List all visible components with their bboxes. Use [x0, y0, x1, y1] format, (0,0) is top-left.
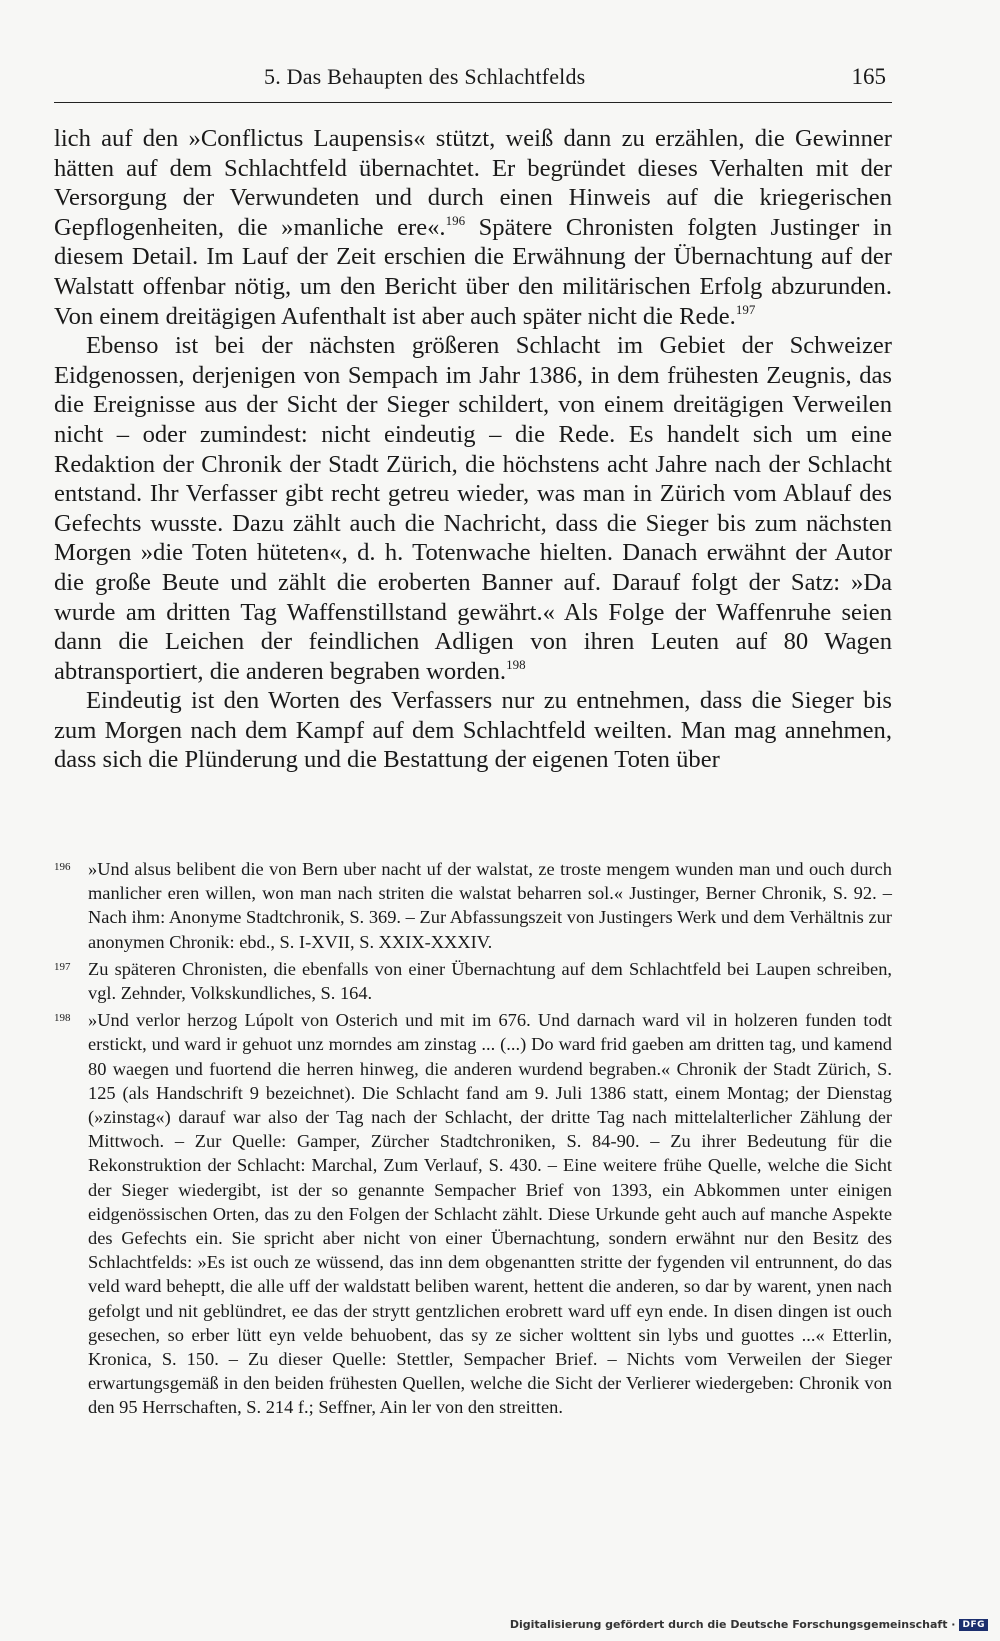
chapter-title: 5. Das Behaupten des Schlachtfelds — [264, 64, 586, 89]
credit-text: Digitalisierung gefördert durch die Deutsche Forschungsgemeinschaft · — [509, 1618, 956, 1631]
footnote-197 — [54, 957, 892, 1005]
dfg-logo: DFG — [959, 1619, 988, 1631]
footnote-ref-196[interactable]: 196 — [445, 212, 466, 228]
paragraph-3: Eindeutig ist den Worten des Verfassers nur zu entnehmen, dass die Sieger bis zum Morgen nach dem Kampf auf dem Schlachtfeld weilten. Man mag annehmen, dass sich die Plünderung und die Bestattung der eigenen Toten über — [54, 687, 892, 774]
footnote-number: 198 — [54, 1012, 71, 1025]
footnote-ref-197[interactable]: 197 — [735, 301, 756, 317]
footnote-text: »Und alsus belibent die von Bern uber nacht uf der walstat, ze troste mengem wunden man und ouch durch manlicher eren willen, won man nach striten die walstat beharren sol.« Justinger, Berner Chronik, S. 92. – Nach ihm: Anonyme Stadtchronik, S. 369. – Zur Abfassungszeit von Justingers Werk und dem Verhältnis zur anonymen Chronik: ebd., S. I-XVII, S. XXIX-XXXIV. — [88, 859, 892, 952]
paragraph-2-text: Ebenso ist bei der nächsten größeren Schlacht im Gebiet der Schweizer Eidgenossen, derjenigen von Sempach im Jahr 1386, in dem frühesten Zeugnis, das die Ereignisse aus der Sicht der Sieger schildert, von einem dreitägigen Verweilen nicht – oder zumindest: nicht eindeutig – die Rede. Es handelt sich um eine Redaktion der Chronik der Stadt Zürich, die höchstens acht Jahre nach der Schlacht entstand. Ihr Verfasser gibt recht getreu wieder, was man in Zürich vom Ablauf des Gefechts wusste. Dazu zählt auch die Nachricht, dass die Sieger bis zum nächsten Morgen »die Toten hüteten«, d. h. Totenwache hielten. Danach erwähnt der Autor die große Beute und zählt die eroberten Banner auf. Darauf folgt der Satz: »Da wurde am dritten Tag Waffenstillstand gewährt.« Als Folge der Waffenruhe seien dann die Leichen der feindlichen Adligen von ihren Leuten auf 80 Wagen abtransportiert, die anderen begraben worden. — [54, 332, 892, 685]
footnote-198 — [54, 1008, 892, 1419]
footnote-number: 197 — [54, 960, 71, 973]
paragraph-1-text-a: lich auf den »Conflictus Laupensis« stützt, weiß dann zu erzählen, die Gewinner hätten auf dem Schlachtfeld übernachtet. Er begründet dieses Verhalten mit der Versorgung der Verwundeten und durch einen Hinweis auf die kriegerischen Gepflogenheiten, die »manliche ere«. — [54, 125, 892, 241]
paragraph-1-text-b: Spätere Chronisten folgten Justinger in diesem Detail. Im Lauf der Zeit erschien die Erwähnung der Übernachtung auf der Walstatt offenbar nötig, um den Bericht über den militärischen Erfolg abzurunden. Von einem dreitägigen Aufenthalt ist aber auch später nicht die Rede. — [54, 213, 892, 330]
digitization-credit — [510, 1618, 988, 1631]
running-header — [54, 62, 892, 103]
footnote-text: Zu späteren Chronisten, die ebenfalls von einer Übernachtung auf dem Schlachtfeld bei Laupen schreiben, vgl. Zehnder, Volkskundliches, S. 164. — [88, 958, 892, 1004]
footnote-196 — [54, 857, 892, 954]
footnotes — [54, 857, 892, 1423]
footnote-ref-198[interactable]: 198 — [506, 656, 526, 672]
page-number: 165 — [851, 64, 886, 89]
paragraph-2 — [54, 331, 892, 686]
paragraph-1 — [54, 124, 892, 331]
main-text — [54, 124, 892, 775]
footnote-number: 196 — [54, 861, 71, 873]
footnote-text: »Und verlor herzog Lúpolt von Osterich und mit im 676. Und darnach ward vil in holzeren funden todt erstickt, und ward ir gehuot unz morndes am zinstag ... (...) Do ward frid gaeben am dritten tag, und kamend 80 waegen und fuortend die herren hinweg, die anderen wurdend begraben.« Chronik der Stadt Zürich, S. 125 (als Handschrift 9 bezeichnet). Die Schlacht fand am 9. Juli 1386 statt, einem Montag; der Dienstag (»zinstag«) darauf war also der Tag nach der Schlacht, der dritte Tag nach mittelalterlicher Zählung der Mittwoch. – Zur Quelle: Gamper, Zürcher Stadtchroniken, S. 84-90. – Zu ihrer Bedeutung für die Rekonstruktion der Schlacht: Marchal, Zum Verlauf, S. 430. – Eine weitere frühe Quelle, welche die Sicht der Sieger wiedergibt, ist der so genannte Sempacher Brief von 1393, ein Abkommen unter einigen eidgenössischen Orten, das zu den Folgen der Schlacht zählt. Diese Urkunde geht auch auf manche Aspekte des Gefechts ein. Sie spricht aber nicht von einer Übernachtung, sondern erwähnt nur den Besitz des Schlachtfelds: »Es ist ouch ze wüssend, das inn dem obgenantten stritte der fygenden vil entrunnent, do das veld ward beheptt, die alle uff der waldstatt beliben warent, hettent die anderen, so dar by warent, ynen nach gefolgt und nit geblündret, ee das der strytt gentzlichen erobrett ward uff eyn ende. In disen dingen ist ouch gesechen, so erber lütt eyn velde behuobent, das sy ze sicher wolttent sin lybs und guottes ...« Etterlin, Kronica, S. 150. – Zu dieser Quelle: Stettler, Sempacher Brief. – Nichts vom Verweilen der Sieger erwartungsgemäß in den beiden frühesten Quellen, welche die Sicht der Verlierer wiedergeben: Chronik von den 95 Herrschaften, S. 214 f.; Seffner, Ain ler von den streitten. — [88, 1010, 892, 1418]
